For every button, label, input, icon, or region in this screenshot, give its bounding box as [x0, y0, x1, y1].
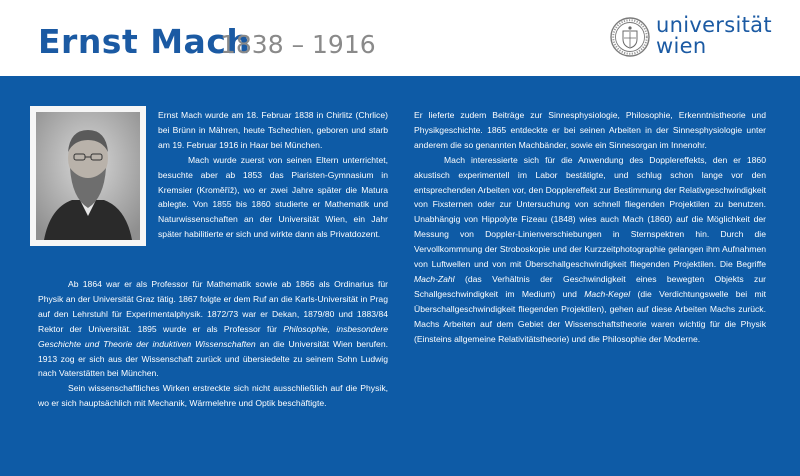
- paragraph-education: Mach wurde zuerst von seinen Eltern unterrichtet, besuchte aber ab 1853 das Piaristen-Gymnasium in Kremsier (Kroměříž), wo er zwei Jahre später die Matura ablegte. Von 1855 bis 1860 studierte er Mathematik und Naturwissenschaften an der Universität Wien, ein Jahr später habilitierte er sich und wirkte dann als Privatdozent.: [158, 154, 388, 240]
- logo-line-wien: wien: [656, 34, 707, 58]
- portrait-photo: [30, 106, 146, 246]
- paragraph-work: Sein wissenschaftliches Wirken erstreckte sich nicht ausschließlich auf die Physik, wo er sich hauptsächlich mit Mechanik, Wärmelehre und Optik beschäftigte.: [38, 383, 388, 409]
- logo-text: [656, 15, 772, 57]
- doppler-text-start: Mach interessierte sich für die Anwendung des Dopplereffekts, den er 1860 akustisch experimentell im Labor bestätigte, und schlug schon lange vor den entsprechenden Arbeiten vor, den Dopplereffekt zur Bestimmung der Relativgeschwindigkeit von Fixsternen oder zur Untersuchung von schnell fliegenden Projektilen zu benutzen. Unabhängig von Hippolyte Fizeau (1848) wies auch Mach (1860) auf die Möglichkeit der Messung von Doppler-Linienverschiebungen in Sternspektren hin. Durch die Vervollkommnung der Stroboskopie und der Kurzzeitphotographie gelangen ihm Aufnahmen von Luftwellen und von mit Überschallgeschwindigkeit fliegenden Projektilen. Die Begriffe: [414, 154, 766, 270]
- term-mach-zahl: Mach-Zahl: [414, 273, 455, 284]
- paragraph-doppler: [414, 153, 766, 347]
- text-column-left-bottom: [38, 277, 388, 411]
- university-seal-icon: [610, 17, 650, 57]
- paragraph-contributions: Er lieferte zudem Beiträge zur Sinnesphysiologie, Philosophie, Erkenntnistheorie und Physikgeschichte. 1865 entdeckte er bei seinen Arbeiten in der Sinnesphysiologie unter anderem die so genannten Machbänder, sowie ein Sinnesorgan im Innenohr.: [414, 110, 766, 150]
- professorship-title: Philosophie, insbesondere Geschichte und Theorie der induktiven Wissenschaften: [38, 323, 388, 349]
- doppler-text-end: (die Verdichtungswelle bei mit Überschallgeschwindigkeit fliegenden Projektilen), gehen auf diese Arbeiten Machs zurück. Machs Arbeiten auf dem Gebiet der Wissenschaftstheorie waren wichtig für die Physik (Einsteins allgemeine Relativitätstheorie) und die Philosophie der Moderne.: [414, 288, 767, 344]
- paragraph-birth: Ernst Mach wurde am 18. Februar 1838 in Chirlitz (Chrlice) bei Brünn in Mähren, heute Tschechien, geboren und starb am 19. Februar 1916 in Haar bei München.: [158, 110, 388, 150]
- logo-line-universitaet: universität: [656, 13, 772, 37]
- doppler-text-mid: (das Verhältnis der Geschwindigkeit eines bewegten Objekts zur Schallgeschwindigkeit im Medium) und: [414, 273, 766, 299]
- text-column-left-top: [158, 108, 388, 242]
- career-text-end: an die Universität Wien berufen. 1913 zog er sich aus der Wissenschaft zurück und übersiedelte zu seinem Sohn Ludwig nach Vaterstätten bei München.: [38, 338, 389, 379]
- term-mach-kegel: Mach-Kegel: [584, 288, 631, 299]
- page-title: Ernst Mach: [38, 22, 251, 61]
- portrait-image: [36, 112, 140, 240]
- career-text-start: Ab 1864 war er als Professor für Mathematik sowie ab 1866 als Ordinarius für Physik an der Universität Graz tätig. 1867 folgte er dem Ruf an die Karls-Universität in Prag auf den Lehrstuhl für Experimentalphysik. 1872/73 war er Dekan, 1879/80 und 1883/84 Rektor der Universität. 1895 wurde er als Professor für: [38, 279, 388, 334]
- header: [0, 0, 800, 76]
- text-column-right: [414, 108, 766, 347]
- paragraph-career: [38, 277, 388, 381]
- life-dates: 1838 – 1916: [220, 30, 376, 59]
- university-logo[interactable]: [610, 13, 790, 62]
